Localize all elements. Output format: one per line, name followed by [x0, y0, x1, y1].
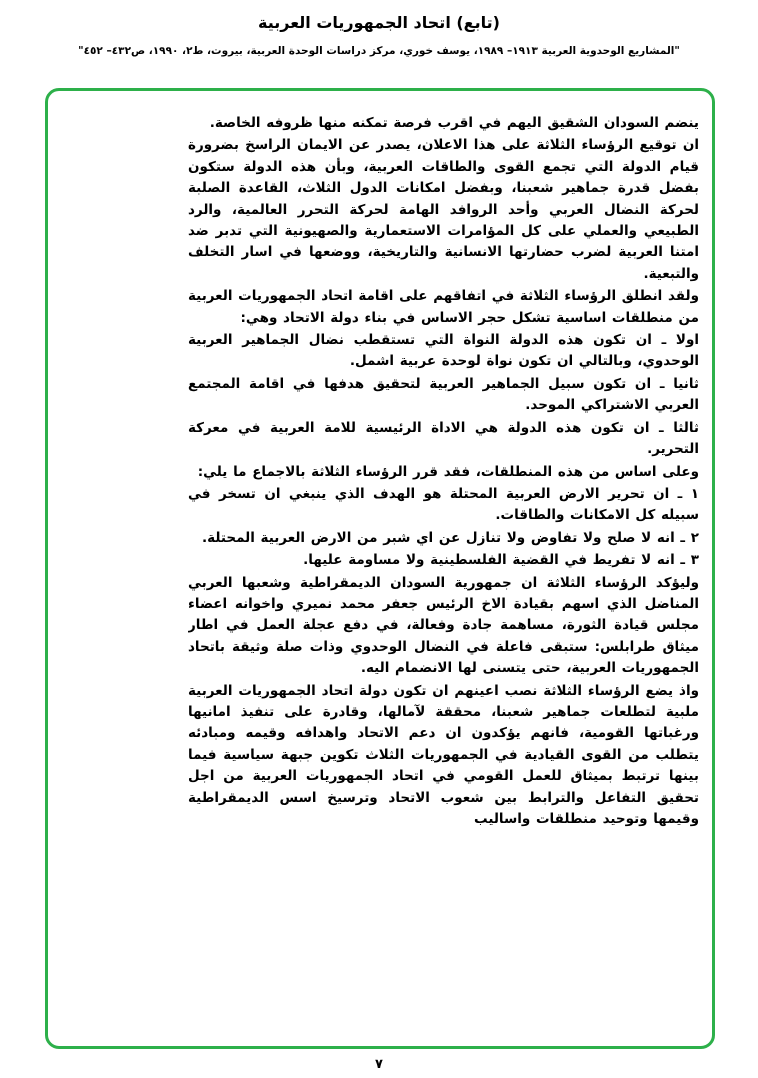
paragraph: ولقد انطلق الرؤساء الثلاثة في اتفاقهم على اقامة اتحاد الجمهوريات العربية من منطلقات اساسية تشكل حجر الاساس في بناء دولة الاتحاد وهي: — [188, 288, 699, 326]
paragraph: ثانيا ـ ان تكون سبيل الجماهير العربية لتحقيق هدفها في اقامة المجتمع العربي الاشتراكي الموحد. — [188, 375, 699, 414]
document-citation: "المشاريع الوحدوية العربية ١٩١٣– ١٩٨٩، يوسف خوري، مركز دراسات الوحدة العربية، بيروت، ط٢، ١٩٩٠، ص٤٣٢– ٤٥٢" — [78, 45, 680, 57]
paragraph: ١ ـ ان تحرير الارض العربية المحتلة هو الهدف الذي ينبغي ان تسخر في سبيله كل الامكانات والطاقات. — [188, 485, 699, 524]
paragraph: وليؤكد الرؤساء الثلاثة ان جمهورية السودان الديمقراطية وشعبها العربي المناضل الذي اسهم بقيادة الاخ الرئيس جعفر محمد نميري واخوانه اعضاء مجلس قيادة الثورة، مساهمة جادة وفعالة، في دفع عجلة العمل في اطار ميثاق طرابلس: ستبقى فاعلة في النضال الوحدوي وذات صلة وثيقة باتحاد الجمهوريات العربية، حتى يتسنى لها الانضمام اليه. — [188, 574, 699, 677]
page-header — [0, 0, 758, 57]
page-number: ٧ — [375, 1057, 383, 1072]
paragraph: ينضم السودان الشقيق اليهم في اقرب فرصة تمكنه منها ظروفه الخاصة. — [209, 115, 699, 131]
document-title: (تابع) اتحاد الجمهوريات العربية — [258, 13, 500, 32]
document-border-box — [45, 88, 715, 1049]
document-body — [188, 113, 699, 1028]
page-footer — [0, 1057, 758, 1072]
paragraph: ٢ ـ انه لا صلح ولا تفاوض ولا تنازل عن اي شبر من الارض العربية المحتلة. — [202, 529, 699, 546]
paragraph: ثالثا ـ ان تكون هذه الدولة هي الاداة الرئيسية للامة العربية في معركة التحرير. — [188, 419, 699, 458]
paragraph: وعلى اساس من هذه المنطلقات، فقد قرر الرؤساء الثلاثة بالاجماع ما يلي: — [197, 463, 699, 480]
paragraph: ٣ ـ انه لا تفريط في القضية الفلسطينية ولا مساومة عليها. — [303, 552, 699, 569]
paragraph: ان توقيع الرؤساء الثلاثة على هذا الاعلان، يصدر عن الايمان الراسخ بضرورة قيام الدولة التي تجمع القوى والطاقات العربية، وبأن هذه الدولة ستكون بفضل قدرة جماهير شعبنا، وبفضل امكانات الدول الثلاث، القاعدة الصلبة لحركة النضال العربي وأحد الروافد الهامة لحركة التحرر العالمية، والرد الطبيعي والعملي على كل المؤامرات الاستعمارية والصهيونية التي تدبر ضد امتنا العربية لضرب حضارتها الانسانية والتاريخية، ووضعها في اسار التخلف والتبعية. — [188, 137, 699, 282]
paragraph: واذ يضع الرؤساء الثلاثة نصب اعينهم ان تكون دولة اتحاد الجمهوريات العربية ملبية لتطلعات جماهير شعبنا، محققة لآمالها، وقادرة على تنفيذ امانيها ورغباتها القومية، فانهم يؤكدون ان دعم الاتحاد واهدافه وقيمه ومبادئه يتطلب من القوى القيادية في الجمهوريات الثلاث تكوين جبهة سياسية فيما بينها ترتبط بميثاق للعمل القومي في اتحاد الجمهوريات العربية من اجل تحقيق التفاعل والترابط بين شعوب الاتحاد وترسيخ اسس الديمقراطية وقيمها وتوحيد منطلقات واساليب — [188, 682, 699, 827]
paragraph: اولا ـ ان تكون هذه الدولة النواة التي تستقطب نضال الجماهير العربية الوحدوي، وبالتالي ان تكون نواة لوحدة عربية اشمل. — [188, 332, 699, 370]
